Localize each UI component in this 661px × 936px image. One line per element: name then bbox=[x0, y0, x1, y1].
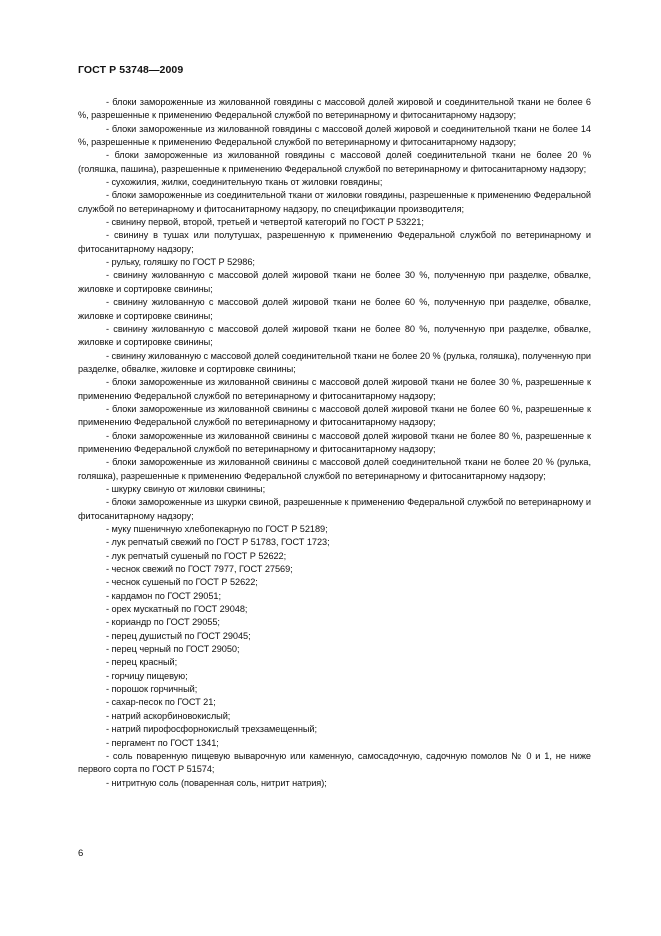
list-item: - сухожилия, жилки, соединительную ткань от жиловки говядины; bbox=[106, 177, 383, 188]
list-item: - блоки замороженные из жилованной говядины с массовой долей жировой и соединительной ткани не более 6 %, разрешенные к применению Федеральной службой по ветеринарному и фитосанитарному надзору; bbox=[78, 97, 591, 121]
list-item: - чеснок свежий по ГОСТ 7977, ГОСТ 27569; bbox=[106, 564, 293, 575]
list-item: - блоки замороженные из жилованной свинины с массовой долей жировой ткани не более 30 %, разрешенные к применению Федеральной службой по ветеринарному и фитосанитарному надзору; bbox=[78, 377, 591, 401]
list-item: - кардамон по ГОСТ 29051; bbox=[106, 590, 221, 601]
list-item: - блоки замороженные из соединительной ткани от жиловки говядины, разрешенные к применению Федеральной службой по ветеринарному и фитосанитарному надзору, по спецификации производителя; bbox=[78, 190, 591, 214]
list-item: - блоки замороженные из жилованной свинины с массовой долей жировой ткани не более 60 %, разрешенные к применению Федеральной службой по ветеринарному и фитосанитарному надзору; bbox=[78, 403, 591, 428]
list-item: - кориандр по ГОСТ 29055; bbox=[106, 617, 220, 628]
list-item: - пергамент по ГОСТ 1341; bbox=[106, 737, 219, 748]
list-item: - рульку, голяшку по ГОСТ Р 52986; bbox=[106, 257, 255, 268]
list-item: - горчицу пищевую; bbox=[106, 670, 188, 681]
list-item: - блоки замороженные из жилованной свинины с массовой долей соединительной ткани не более 20 % (рулька, голяшка), разрешенные к применению Федеральной службой по ветеринарному и фитосанитарному надзору; bbox=[78, 457, 591, 481]
list-item: - нитритную соль (поваренная соль, нитрит натрия); bbox=[106, 777, 327, 788]
list-item: - орех мускатный по ГОСТ 29048; bbox=[106, 604, 248, 615]
list-item: - лук репчатый свежий по ГОСТ Р 51783, ГОСТ 1723; bbox=[106, 537, 330, 548]
list-item: - муку пшеничную хлебопекарную по ГОСТ Р 52189; bbox=[106, 524, 328, 534]
list-item: - сахар-песок по ГОСТ 21; bbox=[106, 697, 216, 708]
document-header: ГОСТ Р 53748—2009 bbox=[78, 64, 184, 76]
list-item: - свинину первой, второй, третьей и четвертой категорий по ГОСТ Р 53221; bbox=[106, 217, 424, 228]
list-item: - блоки замороженные из шкурки свиной, разрешенные к применению Федеральной службой по ветеринарному и фитосанитарному надзору; bbox=[78, 497, 591, 521]
list-item: - натрий аскорбиновокислый; bbox=[106, 710, 231, 721]
list-item: - свинину в тушах или полутушах, разрешенную к применению Федеральной службой по ветеринарному и фитосанитарному надзору; bbox=[78, 230, 591, 254]
list-item: - перец черный по ГОСТ 29050; bbox=[106, 644, 240, 655]
list-item: - порошок горчичный; bbox=[106, 684, 198, 695]
list-item: - перец душистый по ГОСТ 29045; bbox=[106, 630, 251, 641]
list-item: - свинину жилованную с массовой долей соединительной ткани не более 20 % (рулька, голяшка), полученную при разделке, обвалке, жиловке и сортировке свинины; bbox=[78, 350, 591, 374]
ingredient-list bbox=[78, 96, 591, 790]
list-item: - лук репчатый сушеный по ГОСТ Р 52622; bbox=[106, 550, 287, 561]
list-item: - блоки замороженные из жилованной говядины с массовой долей жировой и соединительной ткани не более 14 %, разрешенные к применению Федеральной службой по ветеринарному и фитосанитарному надзору; bbox=[78, 123, 591, 148]
list-item: - блоки замороженные из жилованной говядины с массовой долей соединительной ткани не более 20 % (голяшка, пашина), разрешенные к применению Федеральной службой по ветеринарному и фитосанитарному надзору; bbox=[78, 150, 591, 174]
list-item: - свинину жилованную с массовой долей жировой ткани не более 60 %, полученную при разделке, обвалке, жиловке и сортировке свинины; bbox=[78, 297, 591, 321]
list-item: - натрий пирофосфорнокислый трехзамещенный; bbox=[106, 724, 317, 735]
list-item: - чеснок сушеный по ГОСТ Р 52622; bbox=[106, 577, 258, 588]
list-item: - перец красный; bbox=[106, 657, 178, 668]
list-item: - свинину жилованную с массовой долей жировой ткани не более 30 %, полученную при разделке, обвалке, жиловке и сортировке свинины; bbox=[78, 270, 591, 294]
page-number: 6 bbox=[78, 848, 84, 859]
list-item: - блоки замороженные из жилованной свинины с массовой долей жировой ткани не более 80 %, разрешенные к применению Федеральной службой по ветеринарному и фитосанитарному надзору; bbox=[78, 430, 591, 454]
list-item: - шкурку свиную от жиловки свинины; bbox=[106, 483, 266, 494]
list-item: - свинину жилованную с массовой долей жировой ткани не более 80 %, полученную при разделке, обвалке, жиловке и сортировке свинины; bbox=[78, 323, 591, 348]
list-item: - соль поваренную пищевую выварочную или каменную, самосадочную, садочную помолов № 0 и 1, не ниже первого сорта по ГОСТ Р 51574; bbox=[78, 750, 591, 775]
